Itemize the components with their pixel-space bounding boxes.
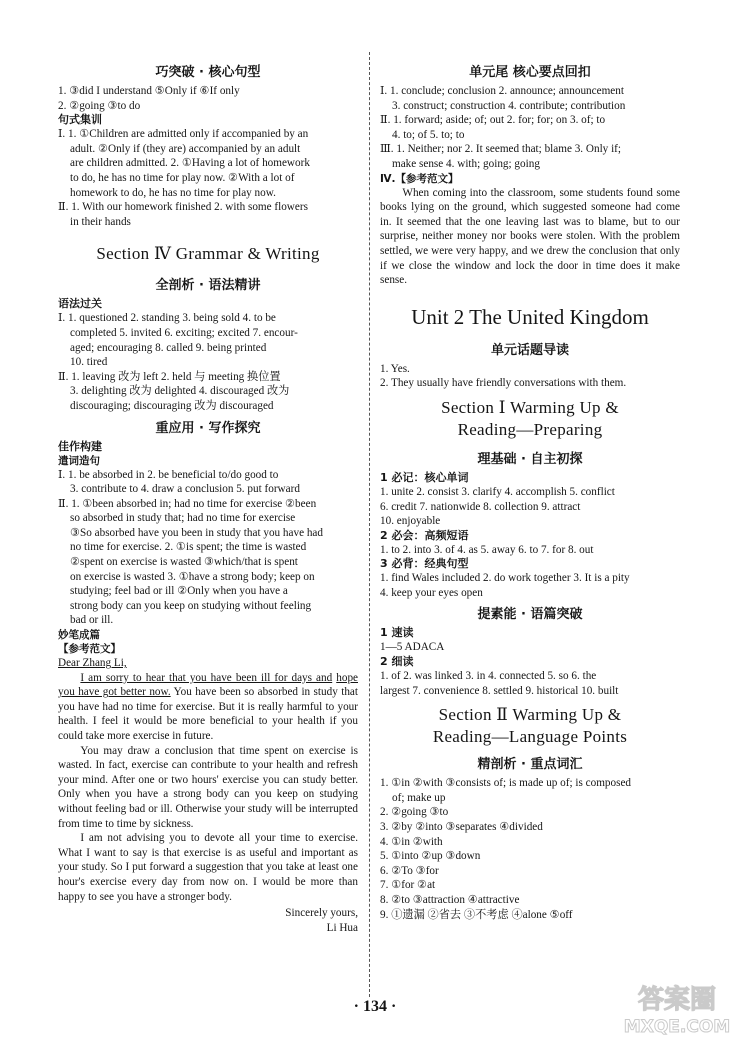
answer-line: 4. keep your eyes open	[380, 586, 483, 599]
letter-paragraph-2: You may draw a conclusion that time spent on exercise is wasted. In fact, exercise can contribute to your health and refresh your mind. After one or two hours' exercise you can study better. Only when you have a strong body can you keep on studying without feeling bad or ill. Otherwise your study will be interrupted from time to time by sickness.	[58, 744, 358, 830]
answer-line: completed 5. invited 6. exciting; excited 7. encour-	[70, 326, 298, 339]
answer-line: 3. construct; construction 4. contribute; contribution	[392, 99, 626, 112]
answer-line: 10. tired	[70, 356, 108, 369]
answer-line: homework to do, he has no time for play now.	[70, 186, 276, 199]
answer-line: 4. to; of 5. to; to	[392, 128, 465, 141]
answer-line: bad or ill.	[70, 614, 114, 627]
heading-basics: 理基础 · 自主初探	[477, 451, 583, 467]
heading-reading: 提素能 · 语篇突破	[477, 607, 583, 623]
letter-salutation: Dear Zhang Li,	[58, 657, 127, 670]
page-number: · 134 ·	[353, 998, 397, 1015]
answer-line: ②spent on exercise is wasted ③which/that is spent	[70, 556, 298, 569]
answer-line: Ⅰ. 1. ①Children are admitted only if accompanied by an	[58, 128, 309, 141]
heading-writing: 重应用 · 写作探究	[155, 420, 261, 436]
watermark-line-2: MXQE.COM	[623, 1017, 731, 1037]
answer-line: 10. enjoyable	[380, 515, 441, 528]
answer-line: 3. ②by ②into ③separates ④divided	[380, 821, 543, 834]
answer-line: 1. find Wales included 2. do work together 3. It is a pity	[380, 572, 630, 585]
answer-line: in their hands	[70, 215, 131, 228]
answer-line: strong body can you keep on studying without feeling	[70, 599, 312, 612]
section-4-title: Section Ⅳ Grammar & Writing	[96, 244, 320, 264]
answer-line: make sense 4. with; going; going	[392, 157, 540, 170]
answer-line: 1. ③did I understand ⑤Only if ⑥If only	[58, 85, 240, 97]
section-2-title-line-1: Section Ⅱ Warming Up &	[438, 705, 622, 725]
answer-line: 7. ①for ②at	[380, 879, 436, 892]
answer-line: 1—5 ADACA	[380, 641, 445, 654]
answer-line: 1. ①in ②with ③consists of; is made up of; is composed	[380, 777, 632, 790]
subheading-phrases: 2 必会：高频短语	[380, 528, 469, 542]
underlined-sentence: I am sorry to hear that you have been ill for days and	[80, 671, 333, 684]
subheading-essay: 妙笔成篇	[58, 629, 100, 642]
letter-paragraph-3: I am not advising you to devote all your time to exercise. What I want to say is that exercise is as useful and important as your study. So I put forward a suggestion that you take at least one hour's exercise every day from now on. I would be more than happy to see you have a stronger body.	[58, 832, 358, 903]
answer-line: no time for exercise. 2. ①is spent; the time is wasted	[70, 541, 307, 554]
letter-signature: Li Hua	[326, 921, 358, 934]
answer-line: 4. ①in ②with	[380, 835, 443, 848]
reference-essay-label: 【参考范文】	[58, 643, 121, 656]
column-divider	[369, 52, 370, 997]
unit-title: Unit 2 The United Kingdom	[411, 304, 649, 329]
subheading-drill: 句式集训	[58, 113, 102, 127]
answer-line: ③So absorbed have you been in study that you have had	[70, 526, 323, 539]
answer-line: 1. to 2. into 3. of 4. as 5. away 6. to 7. for 8. out	[380, 543, 594, 556]
answer-line: Ⅱ. 1. ①been absorbed in; had no time for exercise ②been	[58, 497, 317, 510]
answer-line: 1. Yes.	[380, 362, 410, 375]
letter-closing: Sincerely yours,	[285, 907, 358, 920]
answer-line: 6. ②To ③for	[380, 864, 439, 877]
answer-line: largest 7. convenience 8. settled 9. historical 10. built	[380, 684, 619, 697]
answer-line: 3. contribute to 4. draw a conclusion 5. put forward	[70, 483, 300, 496]
answer-line: 5. ①into ②up ③down	[380, 850, 481, 863]
watermark-logo	[618, 978, 736, 1038]
left-column	[58, 62, 358, 935]
answer-line: Ⅰ. 1. questioned 2. standing 3. being sold 4. to be	[58, 312, 276, 325]
heading-topic-guide: 单元话题导读	[490, 342, 569, 358]
answer-line: Ⅰ. 1. be absorbed in 2. be beneficial to/do good to	[58, 468, 279, 481]
answer-line: aged; encouraging 8. called 9. being printed	[70, 341, 267, 354]
answer-line: are children admitted. 2. ①Having a lot of homework	[70, 157, 310, 170]
section-1-title-line-2: Reading—Preparing	[457, 419, 603, 439]
subheading-build: 佳作构建	[58, 439, 102, 453]
answer-line: Ⅱ. 1. With our homework finished 2. with some flowers	[58, 201, 308, 214]
watermark-line-1: 答案圈	[637, 985, 717, 1015]
answer-line: 8. ②to ③attraction ④attractive	[380, 894, 520, 906]
answer-line: 9. ①遗漏 ②省去 ③不考虑 ④alone ⑤off	[380, 908, 573, 921]
right-column	[380, 62, 680, 922]
answer-line: adult. ②Only if (they are) accompanied by an adult	[70, 142, 301, 155]
heading-core-sentences: 巧突破 · 核心句型	[155, 65, 261, 80]
letter-paragraph-1: I am sorry to hear that you have been ill for days and hope you have got better now. You have been so absorbed in study that you have had no time for exercise. But it is really harmful to your health. I feel it would be more beneficial to your health if you could take more exercise in future.	[58, 671, 358, 742]
section-2-title-line-2: Reading—Language Points	[432, 727, 628, 747]
answer-line: 2. ②going ③to	[380, 806, 449, 819]
underlined-sentence: hope you have got better now.	[58, 671, 358, 699]
answer-line: 2. ②going ③to do	[58, 99, 141, 112]
reference-essay-label: Ⅳ.【参考范文】	[380, 172, 459, 185]
subheading-careful-reading: 2 细读	[380, 655, 414, 669]
subheading-grammar-check: 语法过关	[58, 297, 102, 311]
answer-line: of; make up	[392, 791, 446, 804]
answer-line: to do, he has no time for play now. ②With a lot of	[70, 171, 295, 184]
answer-line: Ⅱ. 1. forward; aside; of; out 2. for; for; on 3. of; to	[380, 114, 606, 127]
answer-line: so absorbed in study that; had no time for exercise	[70, 512, 296, 525]
subheading-sentences: 3 必背：经典句型	[380, 557, 469, 571]
answer-line: 1. of 2. was linked 3. in 4. connected 5. so 6. the	[380, 670, 597, 683]
answer-line: Ⅲ. 1. Neither; nor 2. It seemed that; blame 3. Only if;	[380, 143, 622, 156]
heading-unit-review: 单元尾 核心要点回扣	[469, 65, 591, 80]
section-1-title-line-1: Section Ⅰ Warming Up &	[441, 397, 619, 417]
answer-line: 1. unite 2. consist 3. clarify 4. accomplish 5. conflict	[380, 485, 615, 498]
heading-grammar: 全剖析 · 语法精讲	[155, 278, 261, 294]
subheading-fast-reading: 1 速读	[380, 626, 414, 640]
reference-paragraph: When coming into the classroom, some students found some books lying on the ground, which suggested someone had come in. It seemed that the one leaving last was to blame, but to our surprise, neither money nor books were stolen. With the problem settled, we were very happy, and we drew the conclusion that only if we close the window and lock the door in time does it make sense.	[380, 186, 680, 287]
answer-line: Ⅱ. 1. leaving 改为 left 2. held 与 meeting 换位置	[58, 370, 281, 383]
answer-line: discouraging; discouraging 改为 discouraged	[70, 399, 274, 412]
answer-line: studying; feel bad or ill ②Only when you have a	[70, 585, 288, 598]
subheading-core-words: 1 必记：核心单词	[380, 470, 469, 484]
heading-key-vocab: 精剖析 · 重点词汇	[477, 757, 583, 773]
answer-line: Ⅰ. 1. conclude; conclusion 2. announce; announcement	[380, 85, 624, 97]
subheading-vocab: 遣词造句	[58, 454, 100, 467]
answer-line: 2. They usually have friendly conversations with them.	[380, 377, 627, 390]
answer-line: 3. delighting 改为 delighted 4. discouraged 改为	[70, 385, 290, 398]
answer-line: 6. credit 7. nationwide 8. collection 9. attract	[380, 500, 581, 513]
answer-line: on exercise is wasted 3. ①have a strong body; keep on	[70, 570, 315, 583]
